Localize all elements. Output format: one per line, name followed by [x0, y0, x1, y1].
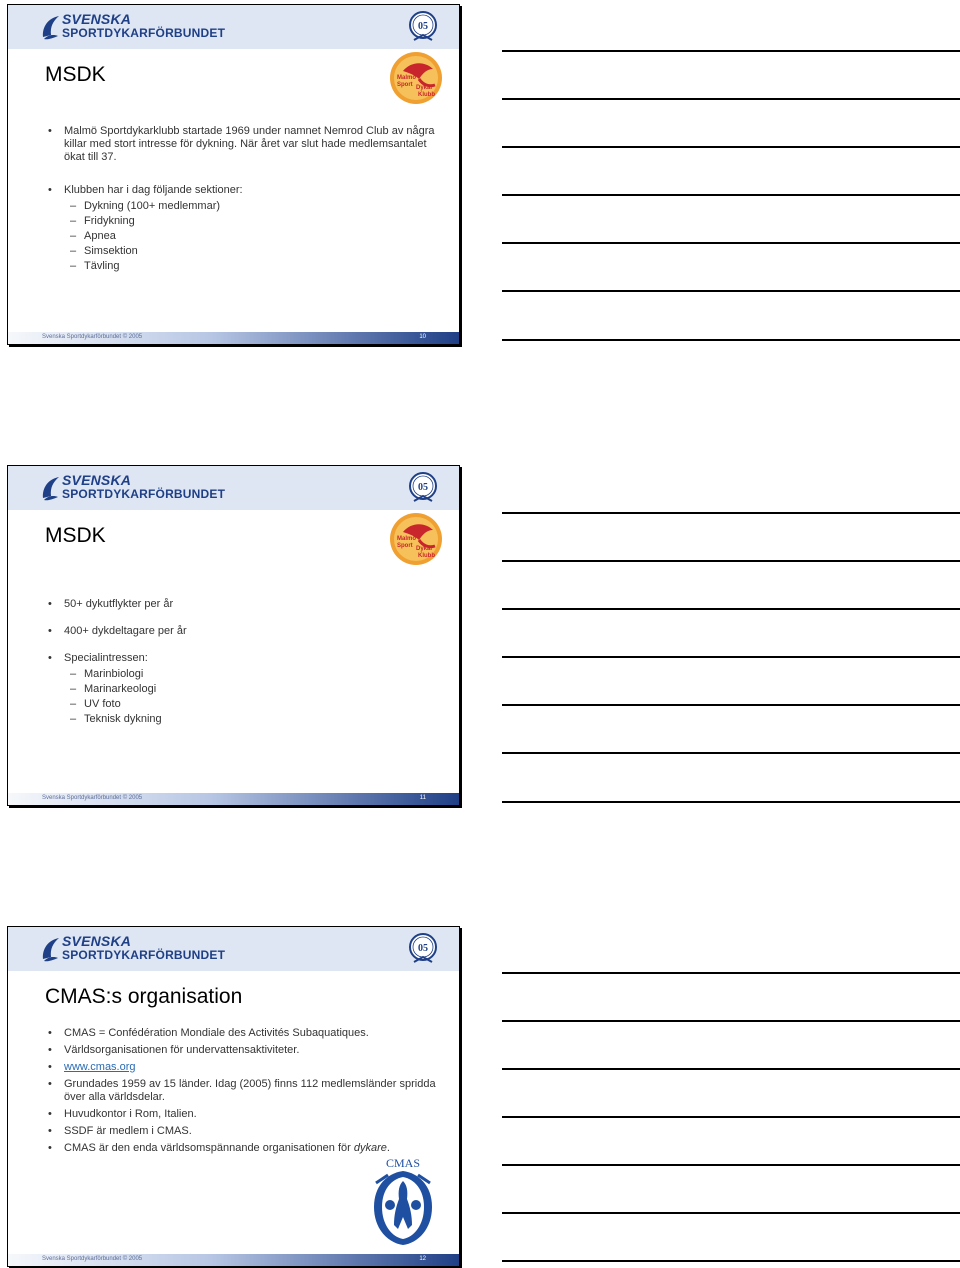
bullet-icon: •: [48, 1061, 52, 1073]
cmas-logo-text: CMAS: [385, 1156, 421, 1170]
note-line: [502, 560, 960, 562]
bullet-item: [48, 1061, 439, 1074]
slide-footer: [8, 332, 459, 344]
note-line: [502, 801, 960, 803]
note-line: [502, 704, 960, 706]
cmas-website-link[interactable]: www.cmas.org: [64, 1061, 136, 1073]
brand-line-1: SVENSKA: [62, 933, 132, 949]
cmas-logo: [368, 1155, 438, 1249]
dash-icon: –: [70, 215, 77, 227]
note-line: [502, 752, 960, 754]
bullet-item: [48, 125, 439, 164]
sub-list: [64, 667, 439, 727]
dash-icon: –: [70, 245, 77, 257]
note-line: [502, 608, 960, 610]
bullet-icon: •: [48, 598, 52, 610]
bullet-text: Världsorganisationen för undervattensaktiviteter.: [64, 1044, 300, 1056]
bullet-text: CMAS = Confédération Mondiale des Activités Subaquatiques.: [64, 1027, 369, 1039]
sub-item: [64, 229, 439, 244]
bullet-text: CMAS är den enda världsomspännande organisationen för: [64, 1142, 354, 1154]
club-logo-line2: Sport: [397, 543, 413, 549]
note-line: [502, 50, 960, 52]
bullet-icon: •: [48, 125, 52, 137]
note-line: [502, 194, 960, 196]
bullet-list: [48, 1027, 439, 1155]
sub-item-text: Apnea: [84, 230, 116, 242]
bullet-icon: •: [48, 1142, 52, 1154]
dash-icon: –: [70, 683, 77, 695]
slide-header: [8, 5, 459, 49]
bullet-text: 50+ dykutflykter per år: [64, 598, 174, 610]
dash-icon: –: [70, 713, 77, 725]
sub-item: [64, 199, 439, 214]
note-line: [502, 1116, 960, 1118]
brand-name: [62, 473, 225, 501]
sub-item: [64, 259, 439, 274]
brand-name: [62, 12, 225, 40]
slide-2: [7, 465, 460, 806]
bullet-text: Huvudkontor i Rom, Italien.: [64, 1108, 197, 1120]
bullet-item: [48, 652, 439, 727]
club-logo-line3: Dykar: [416, 546, 433, 552]
note-line: [502, 146, 960, 148]
jubilee-badge-icon: [407, 471, 439, 505]
page-number: 10: [419, 334, 426, 340]
club-logo-line4: Klubb: [418, 92, 435, 98]
sub-item: [64, 244, 439, 259]
note-line: [502, 339, 960, 341]
footer-copyright: Svenska Sportdykarförbundet © 2005: [42, 1256, 143, 1262]
sub-item: [64, 712, 439, 727]
slide-header: [8, 466, 459, 510]
note-line: [502, 512, 960, 514]
sub-item-text: Dykning (100+ medlemmar): [84, 200, 221, 212]
note-line: [502, 290, 960, 292]
dash-icon: –: [70, 260, 77, 272]
bullet-icon: •: [48, 184, 52, 196]
bullet-item: [48, 1142, 439, 1155]
bullet-text-end: .: [386, 1142, 390, 1154]
note-line: [502, 1164, 960, 1166]
brand-line-2: SPORTDYKARFÖRBUNDET: [62, 948, 226, 962]
slide-title: MSDK: [45, 524, 106, 547]
bullet-text: 400+ dykdeltagare per år: [64, 625, 187, 637]
bullet-icon: •: [48, 1027, 52, 1039]
bullet-text: Specialintressen:: [64, 652, 148, 664]
bullet-item: [48, 1125, 439, 1138]
badge-text: 05: [418, 21, 428, 32]
sub-item-text: Marinarkeologi: [84, 683, 157, 695]
note-line: [502, 98, 960, 100]
jubilee-badge-icon: [407, 932, 439, 966]
note-line: [502, 656, 960, 658]
bullet-icon: •: [48, 1125, 52, 1137]
diver-logo-icon: [40, 935, 62, 963]
note-line: [502, 1020, 960, 1022]
page-number: 12: [419, 1256, 426, 1262]
dash-icon: –: [70, 698, 77, 710]
slide-title: MSDK: [45, 63, 106, 86]
bullet-icon: •: [48, 1108, 52, 1120]
bullet-text: Grundades 1959 av 15 länder. Idag (2005) finns 112 medlemsländer spridda över alla världsdelar.: [64, 1078, 436, 1103]
sub-item-text: Marinbiologi: [84, 668, 144, 680]
brand-line-1: SVENSKA: [62, 472, 132, 488]
club-logo-line1: Malmö: [397, 536, 417, 542]
malmo-club-logo: [389, 51, 443, 105]
note-line: [502, 1260, 960, 1262]
dash-icon: –: [70, 200, 77, 212]
bullet-text-emphasis: dykare: [353, 1142, 387, 1154]
sub-item-text: Simsektion: [84, 245, 138, 257]
sub-item-text: UV foto: [84, 698, 121, 710]
footer-copyright: Svenska Sportdykarförbundet © 2005: [42, 334, 143, 340]
dash-icon: –: [70, 668, 77, 680]
slide-footer: [8, 1254, 459, 1266]
note-line: [502, 242, 960, 244]
brand-line-2: SPORTDYKARFÖRBUNDET: [62, 487, 226, 501]
bullet-item: [48, 1027, 439, 1040]
club-logo-line2: Sport: [397, 82, 413, 88]
bullet-list: [48, 125, 439, 274]
bullet-item: [48, 184, 439, 274]
diver-logo-icon: [40, 474, 62, 502]
slide-footer: [8, 793, 459, 805]
bullet-item: [48, 1078, 439, 1104]
club-logo-line1: Malmö: [397, 75, 417, 81]
jubilee-badge-icon: [407, 10, 439, 44]
bullet-text: Malmö Sportdykarklubb startade 1969 under namnet Nemrod Club av några killar med stort intresse för dykning. När året var slut hade medlemsantalet ökat till 37.: [64, 125, 435, 163]
note-line: [502, 1068, 960, 1070]
footer-copyright: Svenska Sportdykarförbundet © 2005: [42, 795, 143, 801]
note-line: [502, 972, 960, 974]
slide-1: [7, 4, 460, 345]
bullet-list: [48, 598, 439, 727]
sub-item: [64, 667, 439, 682]
page-number: 11: [419, 795, 426, 801]
bullet-item: [48, 625, 439, 638]
sub-item-text: Tävling: [84, 260, 120, 272]
slide-3: [7, 926, 460, 1267]
badge-text: 05: [418, 482, 428, 493]
diver-logo-icon: [40, 13, 62, 41]
bullet-icon: •: [48, 625, 52, 637]
bullet-icon: •: [48, 1078, 52, 1090]
sub-item: [64, 682, 439, 697]
sub-item: [64, 697, 439, 712]
dash-icon: –: [70, 230, 77, 242]
sub-item: [64, 214, 439, 229]
bullet-icon: •: [48, 652, 52, 664]
brand-name: [62, 934, 225, 962]
bullet-text: SSDF är medlem i CMAS.: [64, 1125, 192, 1137]
bullet-item: [48, 1044, 439, 1057]
bullet-item: [48, 598, 439, 611]
bullet-text: Klubben har i dag följande sektioner:: [64, 184, 243, 196]
badge-text: 05: [418, 943, 428, 954]
club-logo-line3: Dykar: [416, 85, 433, 91]
slide-header: [8, 927, 459, 971]
sub-list: [64, 199, 439, 274]
club-logo-line4: Klubb: [418, 553, 435, 559]
sub-item-text: Teknisk dykning: [84, 713, 162, 725]
slide-title: CMAS:s organisation: [45, 985, 243, 1008]
bullet-icon: •: [48, 1044, 52, 1056]
brand-line-2: SPORTDYKARFÖRBUNDET: [62, 26, 226, 40]
brand-line-1: SVENSKA: [62, 11, 132, 27]
note-line: [502, 1212, 960, 1214]
bullet-item: [48, 1108, 439, 1121]
sub-item-text: Fridykning: [84, 215, 135, 227]
malmo-club-logo: [389, 512, 443, 566]
